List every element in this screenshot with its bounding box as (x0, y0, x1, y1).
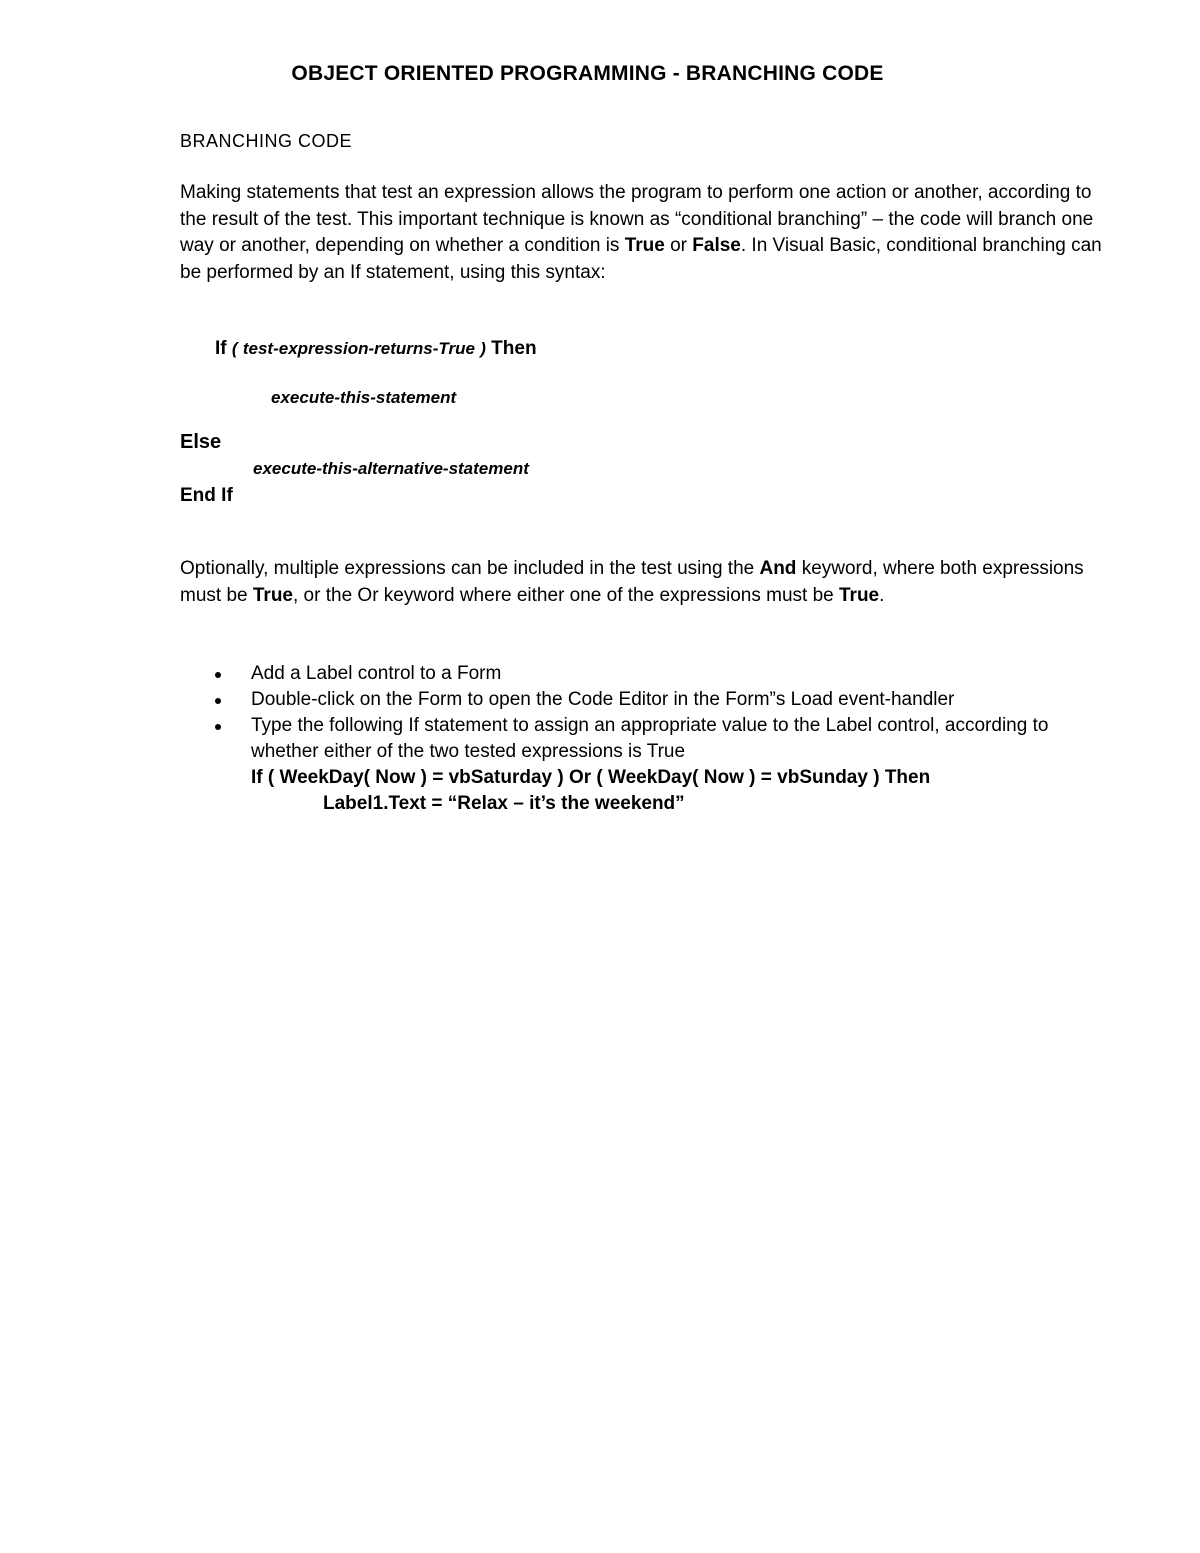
syntax-condition: test-expression-returns-True (242, 339, 475, 358)
section-heading: BRANCHING CODE (180, 131, 353, 151)
bullet-icon (215, 724, 221, 730)
bullet-icon (215, 698, 221, 704)
false-keyword: False (692, 235, 741, 256)
bullet-icon (215, 672, 221, 678)
optional-text-4: . (879, 584, 885, 606)
optional-text-3: , or the Or keyword where either one of the expressions must be (293, 584, 839, 606)
true-keyword: True (252, 584, 293, 606)
close-paren: ) (480, 339, 486, 358)
intro-paragraph (180, 180, 1120, 286)
intro-or: or (664, 235, 693, 256)
optional-text-2: keyword, where both expressions must be (180, 558, 1084, 606)
syntax-alt-statement: execute-this-alternative-statement (253, 459, 529, 478)
step-text: Add a Label control to a Form (251, 663, 502, 684)
intro-text-1: Making statements that test an expression allows the program to perform one action or another, according to the result of the test. This important technique is known as “conditional branching” – the code will branch one way or another, depending on whether a condition is (180, 182, 1094, 256)
step-text: Double-click on the Form to open the Code Editor in the Form”s Load event-handler (251, 689, 955, 710)
page-title: OBJECT ORIENTED PROGRAMMING - BRANCHING CODE (291, 62, 884, 85)
optional-paragraph (180, 556, 1120, 609)
list-item (180, 713, 1120, 817)
code-example-line-1: If ( WeekDay( Now ) = vbSaturday ) Or ( WeekDay( Now ) = vbSunday ) Then (251, 767, 931, 788)
optional-text-1: Optionally, multiple expressions can be included in the test using the (180, 558, 760, 579)
and-keyword: And (759, 558, 797, 579)
step-text: Type the following If statement to assign an appropriate value to the Label control, according to whether either of the two tested expressions is True (251, 715, 1049, 762)
list-item (180, 661, 1120, 687)
open-paren: ( (231, 339, 238, 358)
steps-list (180, 661, 1120, 817)
true-keyword: True (624, 235, 665, 256)
then-keyword: Then (491, 338, 537, 359)
syntax-else: Else (180, 431, 222, 453)
code-example-line-2: Label1.Text = “Relax – it’s the weekend” (323, 793, 685, 814)
list-item (180, 687, 1120, 713)
syntax-endif: End If (180, 485, 233, 506)
intro-text-2: . In Visual Basic, conditional branching can be performed by an If statement, using this syntax: (180, 235, 1102, 283)
true-keyword: True (839, 584, 880, 606)
syntax-if-line (215, 338, 537, 360)
syntax-statement: execute-this-statement (271, 388, 457, 407)
if-keyword: If (215, 338, 227, 359)
